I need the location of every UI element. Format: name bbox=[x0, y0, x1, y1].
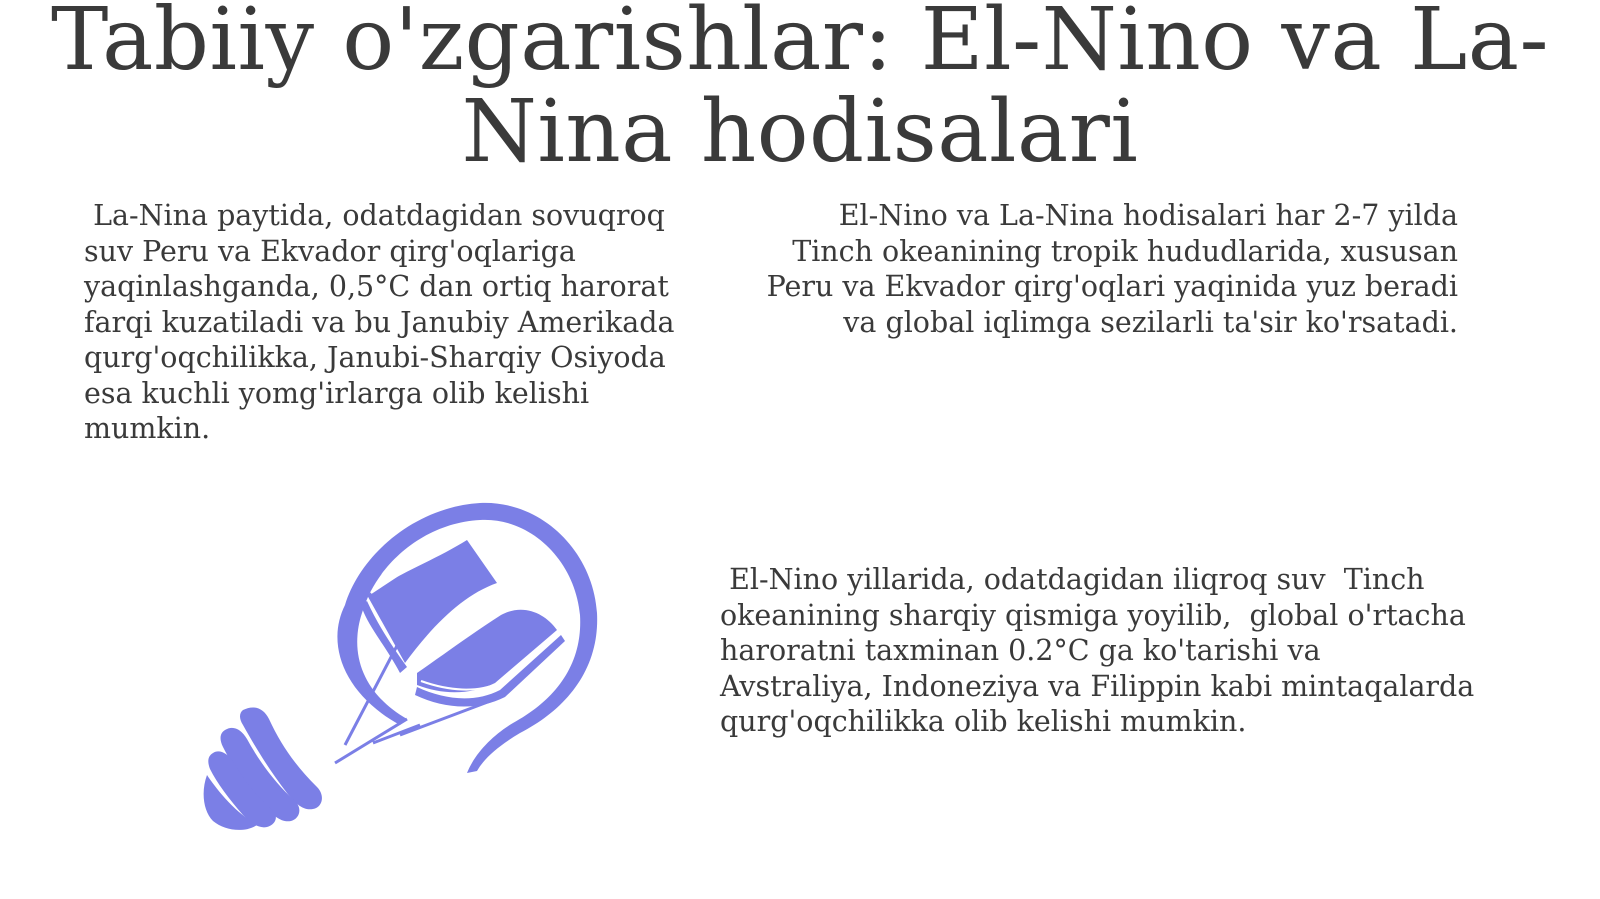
paragraph-la-nina: La-Nina paytida, odatdagidan sovuqroq suv Peru va Ekvador qirg'oqlariga yaqinlashganda, 0,5°C dan ortiq harorat farqi kuzatiladi va bu Janubiy Amerikada qurg'oqchilikka, Janubi-Sharqiy Osiyoda esa kuchli yomg'irlarga olib kelishi mumkin. bbox=[84, 199, 684, 445]
paragraph-el-nino: El-Nino yillarida, odatdagidan iliqroq suv Tinch okeanining sharqiy qismiga yoyilib, global o'rtacha haroratni taxminan 0.2°C ga ko'tarishi va Avstraliya, Indoneziya va Filippin kabi mintaqalarda qurg'oqchilikka olib kelishi mumkin. bbox=[720, 563, 1484, 738]
slide-title: Tabiiy o'zgarishlar: El-Nino va La-Nina hodisalari bbox=[50, 0, 1550, 182]
paragraph-el-nino-la-nina-overview: El-Nino va La-Nina hodisalari har 2-7 yilda Tinch okeanining tropik hududlarida, xususan Peru va Ekvador qirg'oqlari yaqinida yuz beradi va global iqlimga sezilarli ta'sir ko'rsatadi. bbox=[766, 199, 1468, 339]
lightbulb-book-icon bbox=[195, 495, 615, 845]
lightbulb-book-svg bbox=[195, 495, 615, 845]
